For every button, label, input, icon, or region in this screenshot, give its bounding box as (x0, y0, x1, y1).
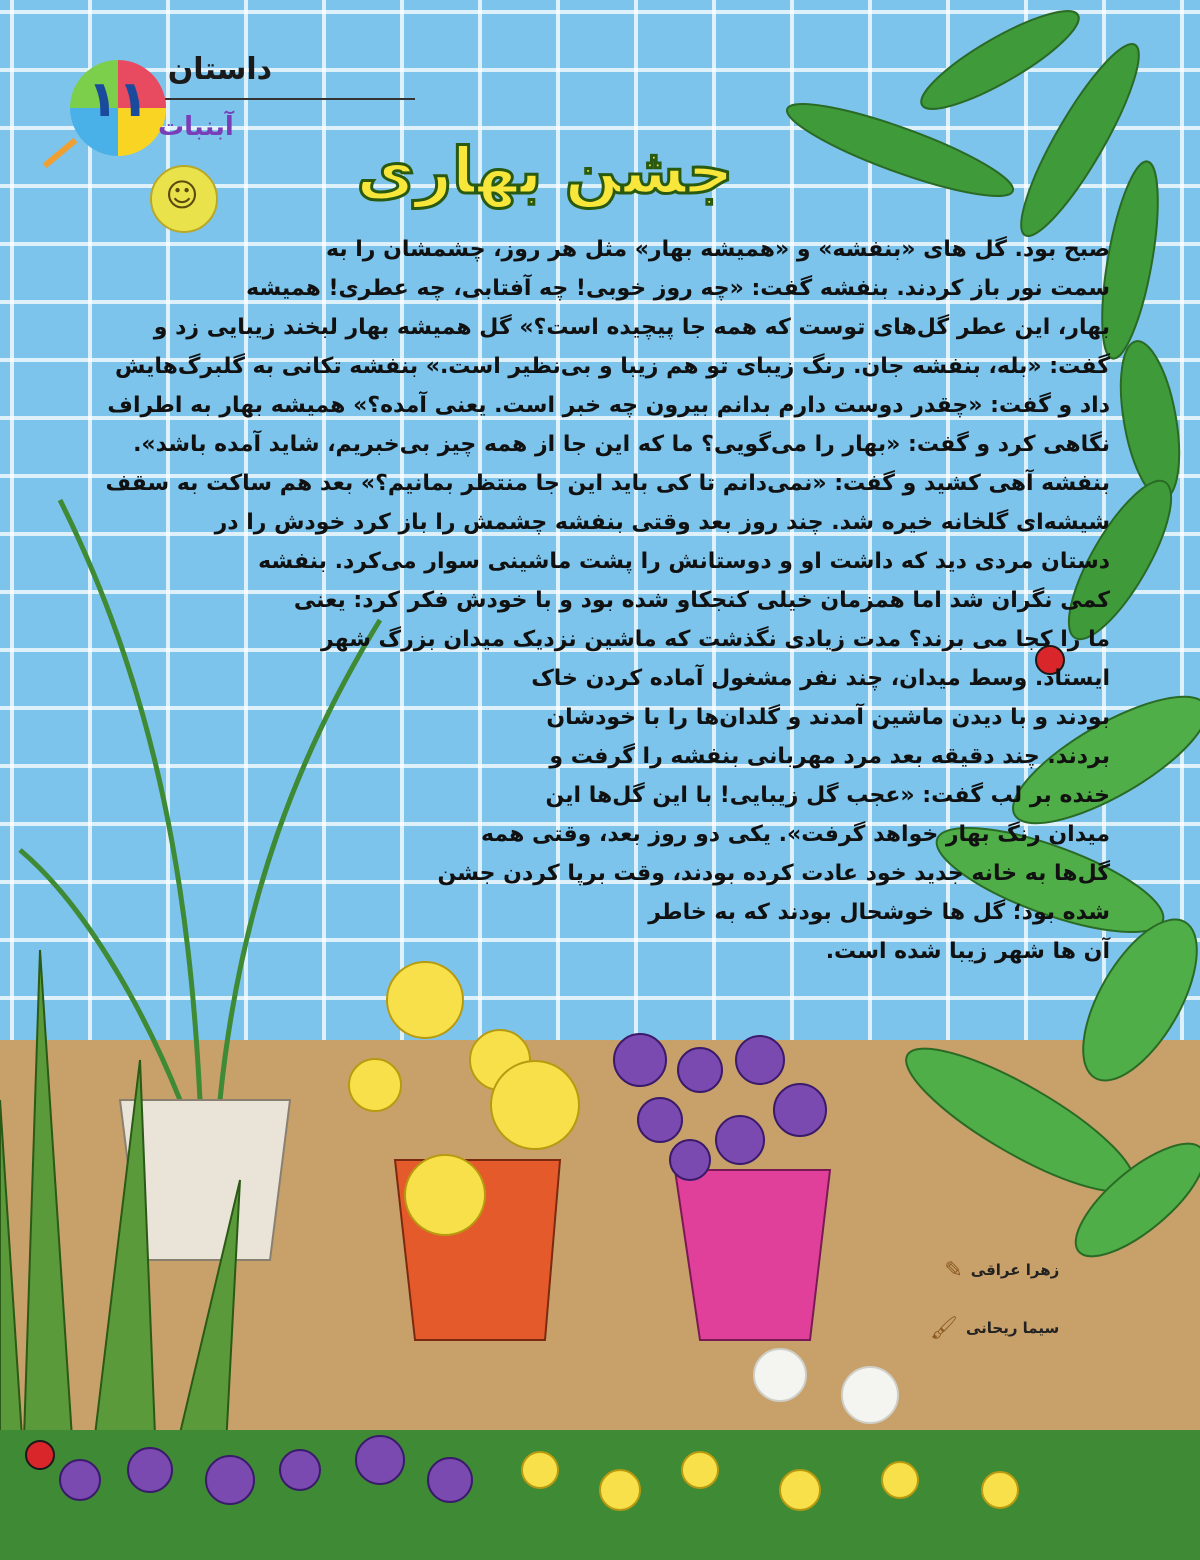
story-body (80, 230, 1110, 971)
story-line: خنده بر لب گفت: «عجب گل زیبایی! با این گل‌ها این (545, 783, 1110, 808)
story-line: ایستاد. وسط میدان، چند نفر مشغول آماده کردن خاک (531, 666, 1110, 691)
purple-flowers (614, 1034, 826, 1180)
writer-name: زهرا عراقی (970, 1261, 1060, 1279)
story-line: داد و گفت: «چقدر دوست دارم بدانم بیرون چه خبر است. یعنی آمده؟» همیشه بهار به اطراف (107, 393, 1110, 418)
story-line: ما را کجا می برند؟ مدت زیادی نگذشت که ماشین نزدیک میدان بزرگ شهر (321, 627, 1110, 652)
section-label: داستان (167, 52, 272, 87)
story-line: بودند و با دیدن ماشین آمدند و گلدان‌ها را با خودشان (546, 705, 1110, 730)
story-line: شده بود؛ گل ها خوشحال بودند که به خاطر (648, 900, 1110, 925)
sun-face-icon: ☺ (165, 176, 199, 214)
credits (930, 1255, 1059, 1371)
writer-credit (930, 1255, 1059, 1285)
story-line: بردند. چند دقیقه بعد مرد مهربانی بنفشه را گرفت و (549, 744, 1110, 769)
illustrator-credit (930, 1313, 1059, 1343)
issue-number: ۱۱ (87, 70, 149, 128)
magazine-logo: آبنبات (158, 112, 234, 142)
story-line: نگاهی کرد و گفت: «بهار را می‌گویی؟ ما که این جا از همه چیز بی‌خبریم، شاید آمده باشد». (133, 432, 1110, 457)
bottom-flower-border (0, 1349, 1200, 1560)
story-line: سمت نور باز کردند. بنفشه گفت: «چه روز خوبی! چه آفتابی، چه عطری! همیشه (246, 276, 1110, 301)
story-line: بهار، این عطر گل‌های توست که همه جا پیچیده است؟» گل همیشه بهار لبخند زیبایی زد و (153, 315, 1110, 340)
story-line: گفت: «بله، بنفشه جان. رنگ زیبای تو هم زیبا و بی‌نظیر است.» بنفشه تکانی به گلبرگ‌هایش (115, 354, 1110, 379)
header-divider (160, 98, 415, 100)
story-line: میدان رنگ بهار خواهد گرفت». یکی دو روز بعد، وقتی همه (481, 822, 1110, 847)
story-line: کمی نگران شد اما همزمان خیلی کنجکاو شده بود و با خودش فکر کرد: یعنی (293, 588, 1110, 613)
pink-pot (675, 1170, 830, 1340)
story-line: شیشه‌ای گلخانه خیره شد. چند روز بعد وقتی بنفشه چشمش را باز کرد خودش را در (214, 510, 1110, 535)
pencil-icon: ✎ (944, 1257, 963, 1283)
paintbrush-icon: 🖌 (930, 1315, 958, 1341)
illustrator-name: سیما ریحانی (965, 1319, 1060, 1337)
story-line: گل‌ها به خانه جدید خود عادت کرده بودند، وقت برپا کردن جشن (437, 861, 1110, 886)
story-title: جشن بهاری (356, 135, 734, 209)
story-line: آن ها شهر زیبا شده است. (825, 939, 1110, 964)
story-line: دستان مردی دید که داشت او و دوستانش را پشت ماشینی سوار می‌کرد. بنفشه (258, 549, 1110, 574)
story-line: بنفشه آهی کشید و گفت: «نمی‌دانم تا کی باید این جا منتظر بمانیم؟» بعد هم ساکت به سقف (105, 471, 1110, 496)
story-line: صبح بود. گل های «بنفشه» و «همیشه بهار» مثل هر روز، چشمشان را به (326, 237, 1110, 262)
